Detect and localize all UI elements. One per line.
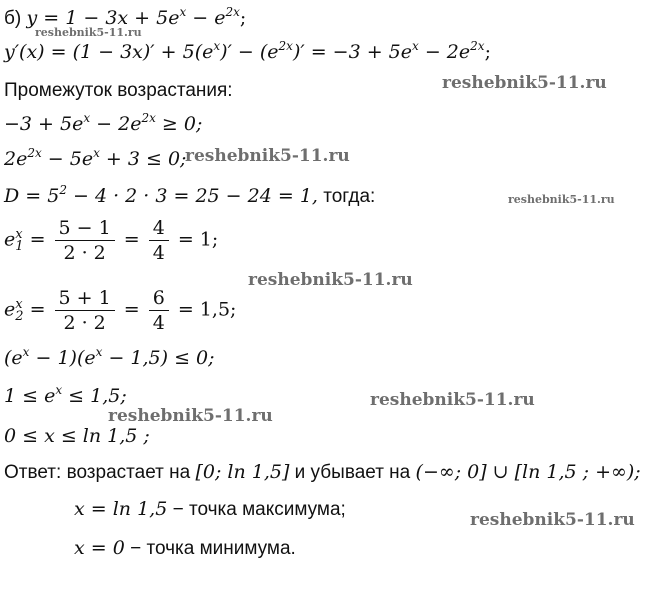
math-term: ≤ 1,5; xyxy=(62,385,127,407)
exponent: 2x xyxy=(225,5,240,19)
numerator: 5 + 1 xyxy=(58,287,111,309)
watermark: reshebnik5-11.ru xyxy=(508,193,615,206)
math-term: − 1,5) ≤ 0; xyxy=(102,347,215,369)
math-term: = 1,5; xyxy=(171,298,237,321)
exponent: x xyxy=(93,146,100,160)
equals: = xyxy=(117,298,146,321)
math-term: x = 0 xyxy=(74,537,125,559)
numerator: 5 − 1 xyxy=(58,217,111,239)
math-term: = 1; xyxy=(171,228,219,251)
sup-sub xyxy=(15,226,24,254)
math-term: 1 ≤ e xyxy=(4,385,56,407)
fraction xyxy=(55,216,115,265)
watermark: reshebnik5-11.ru xyxy=(370,390,535,410)
fraction xyxy=(55,286,115,335)
math-term: 0 ≤ x ≤ ln 1,5 ; xyxy=(4,425,150,447)
math-term: )′ = −3 + 5e xyxy=(292,41,413,63)
line-minimum xyxy=(74,536,296,561)
watermark: reshebnik5-11.ru xyxy=(108,406,273,426)
exponent: x xyxy=(22,345,30,359)
exponent: 2x xyxy=(470,39,485,53)
math-term: − 2e xyxy=(90,113,142,135)
watermark: reshebnik5-11.ru xyxy=(35,26,142,39)
numerator: 6 xyxy=(152,287,165,309)
sup-sub xyxy=(15,296,24,324)
math-term: − 2e xyxy=(418,41,471,63)
exponent: x xyxy=(95,345,103,359)
math-term: x = ln 1,5 xyxy=(74,498,168,520)
exponent: x xyxy=(213,39,221,53)
line-root-1 xyxy=(4,216,218,265)
math-discriminant: D = 5 xyxy=(4,185,60,207)
minimum-text: − точка минимума. xyxy=(124,538,296,559)
numerator: 4 xyxy=(152,217,165,239)
watermark: reshebnik5-11.ru xyxy=(442,73,607,93)
exponent: x xyxy=(15,296,23,312)
math-function: y = 1 − 3x + 5e xyxy=(26,7,180,29)
line-inequality-1 xyxy=(4,112,202,136)
line-bounds-e xyxy=(4,384,127,408)
item-label: б) xyxy=(4,8,27,29)
line-factored xyxy=(4,346,215,370)
math-term: −3 + 5e xyxy=(4,113,84,135)
section-heading: Промежуток возрастания: xyxy=(4,80,233,101)
watermark: reshebnik5-11.ru xyxy=(248,270,413,290)
exponent: 2x xyxy=(141,111,156,125)
answer-label: Ответ: xyxy=(4,462,67,483)
math-term: e xyxy=(4,298,16,321)
equals: = xyxy=(23,228,52,251)
equals: = xyxy=(23,298,52,321)
exponent: 2x xyxy=(278,39,293,53)
line-derivative xyxy=(4,40,491,64)
math-term: 2e xyxy=(4,148,28,170)
punctuation: ; xyxy=(239,7,247,29)
exponent: x xyxy=(83,111,91,125)
answer-text: возрастает на xyxy=(66,462,196,483)
math-interval: (−∞; 0] ∪ [ln 1,5 ; +∞); xyxy=(415,461,641,483)
exponent: x xyxy=(55,383,63,397)
math-derivative: y′(x) = (1 − 3x)′ + 5(e xyxy=(4,41,214,63)
math-term: − 4 · 2 · 3 = 25 − 24 = 1, xyxy=(66,185,318,207)
math-term: e xyxy=(4,228,16,251)
fraction xyxy=(149,286,169,335)
subscript: 2 xyxy=(15,308,24,324)
denominator: 4 xyxy=(149,310,169,335)
exponent: x xyxy=(179,5,187,19)
exponent: x xyxy=(15,226,23,242)
exponent: 2x xyxy=(27,146,42,160)
text-then: тогда: xyxy=(317,186,376,207)
answer-text: и убывает на xyxy=(289,462,416,483)
exponent: x xyxy=(412,39,419,53)
denominator: 2 · 2 xyxy=(55,310,115,335)
fraction xyxy=(149,216,169,265)
equals: = xyxy=(117,228,146,251)
exponent: 2 xyxy=(59,183,67,197)
denominator: 2 · 2 xyxy=(55,240,115,265)
math-term: )′ − (e xyxy=(220,41,279,63)
line-heading xyxy=(4,78,233,103)
math-term: − 5e xyxy=(41,148,94,170)
punctuation: ; xyxy=(484,41,491,63)
maximum-text: − точка максимума; xyxy=(167,499,346,520)
subscript: 1 xyxy=(15,238,24,254)
line-root-2 xyxy=(4,286,236,335)
watermark: reshebnik5-11.ru xyxy=(470,510,635,530)
math-term: (e xyxy=(4,347,23,369)
line-maximum xyxy=(74,497,346,522)
math-interval: [0; ln 1,5] xyxy=(195,461,290,483)
line-answer xyxy=(4,460,641,485)
watermark: reshebnik5-11.ru xyxy=(185,146,350,166)
math-term: − 1)(e xyxy=(29,347,96,369)
math-term: − e xyxy=(186,7,226,29)
math-term: + 3 ≤ 0; xyxy=(99,148,187,170)
math-term: ≥ 0; xyxy=(155,113,203,135)
line-discriminant xyxy=(4,184,375,209)
line-inequality-2 xyxy=(4,147,186,171)
line-bounds-x xyxy=(4,424,150,448)
denominator: 4 xyxy=(149,240,169,265)
